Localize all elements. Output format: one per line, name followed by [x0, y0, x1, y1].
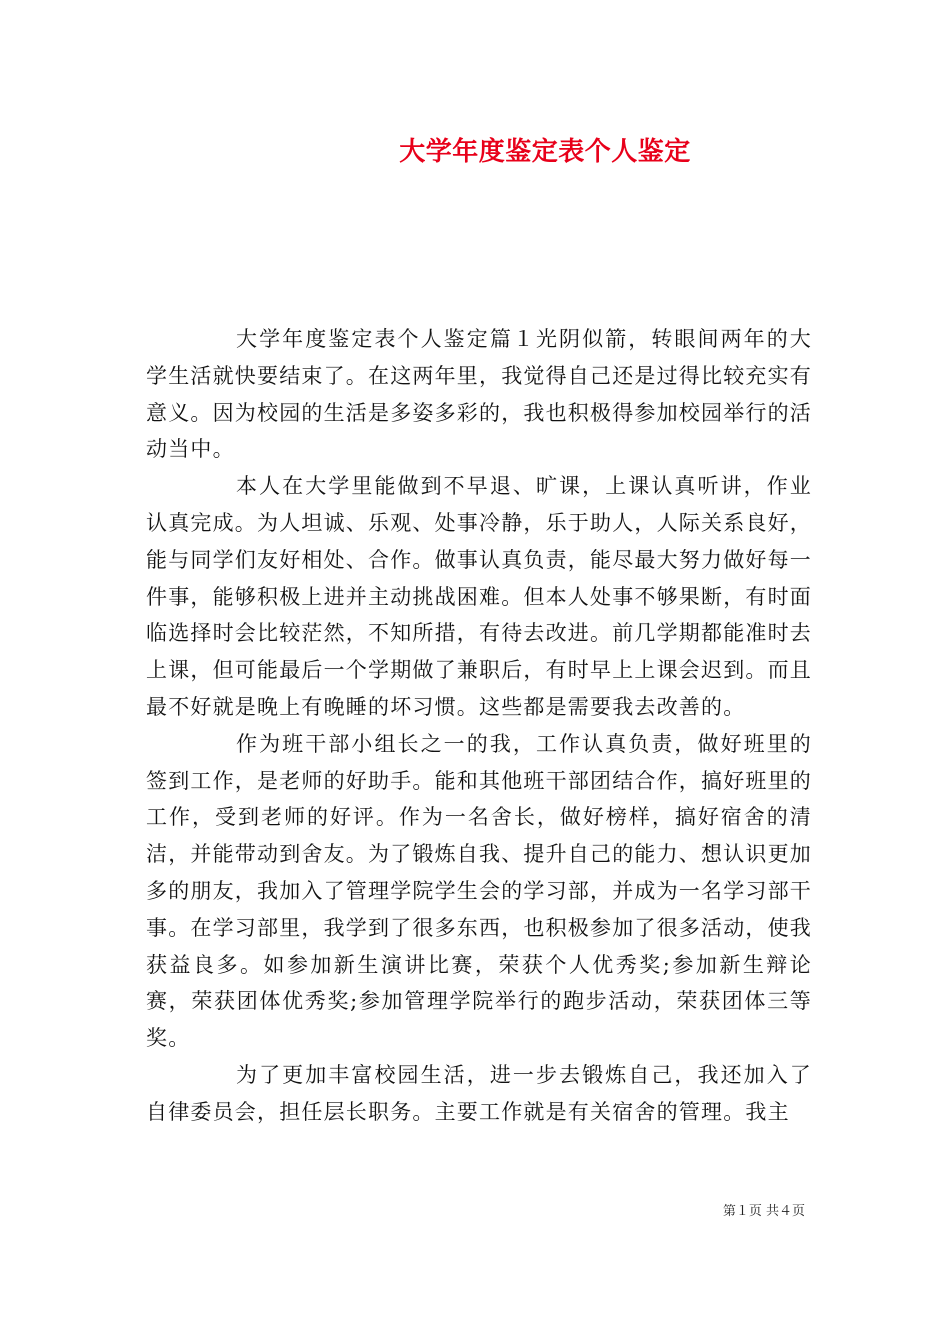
- document-body: [146, 321, 812, 1131]
- paragraph-1: 大学年度鉴定表个人鉴定篇１光阴似箭，转眼间两年的大学生活就快要结束了。在这两年里，我觉得自己还是过得比较充实有意义。因为校园的生活是多姿多彩的，我也积极得参加校园举行的活动当中。: [146, 327, 812, 462]
- page-number: 第１页 共４页: [722, 1204, 805, 1219]
- paragraph-3: 作为班干部小组长之一的我，工作认真负责，做好班里的签到工作，是老师的好助手。能和其他班干部团结合作，搞好班里的工作，受到老师的好评。作为一名舍长，做好榜样，搞好宿舍的清洁，并能带动到舍友。为了锻炼自我、提升自己的能力、想认识更加多的朋友，我加入了管理学院学生会的学习部，并成为一名学习部干事。在学习部里，我学到了很多东西，也积极参加了很多活动，使我获益良多。如参加新生演讲比赛，荣获个人优秀奖;参加新生辩论赛，荣获团体优秀奖;参加管理学院举行的跑步活动，荣获团体三等奖。: [146, 731, 812, 1051]
- paragraph-4: 为了更加丰富校园生活，进一步去锻炼自己，我还加入了自律委员会，担任层长职务。主要工作就是有关宿舍的管理。我主: [146, 1062, 812, 1124]
- page-title: 大学年度鉴定表个人鉴定: [399, 137, 691, 167]
- paragraph-2: 本人在大学里能做到不早退、旷课，上课认真听讲，作业认真完成。为人坦诚、乐观、处事冷静，乐于助人，人际关系良好，能与同学们友好相处、合作。做事认真负责，能尽最大努力做好每一件事，能够积极上进并主动挑战困难。但本人处事不够果断，有时面临选择时会比较茫然，不知所措，有待去改进。前几学期都能准时去上课，但可能最后一个学期做了兼职后，有时早上上课会迟到。而且最不好就是晚上有晚睡的坏习惯。这些都是需要我去改善的。: [146, 474, 812, 719]
